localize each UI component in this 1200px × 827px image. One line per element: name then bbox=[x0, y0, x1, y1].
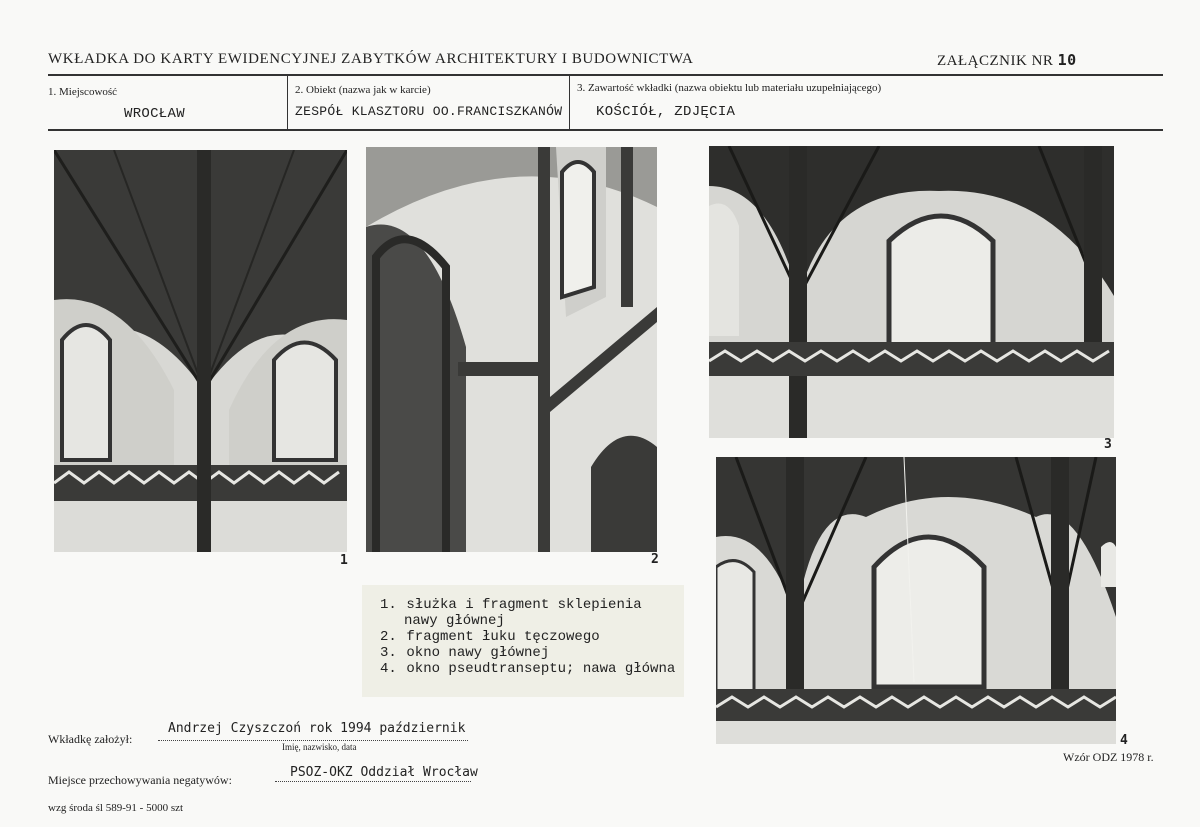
caption-item-continued: nawy głównej bbox=[404, 613, 505, 629]
photo-1 bbox=[54, 150, 347, 552]
photo-1-number: 1 bbox=[340, 553, 348, 568]
storage-value: PSOZ-OKZ Oddział Wrocław bbox=[290, 765, 478, 780]
form-model-note: Wzór ODZ 1978 r. bbox=[1063, 750, 1154, 764]
object-label: 2. Obiekt (nazwa jak w karcie) bbox=[295, 84, 431, 96]
author-label: Wkładkę założył: bbox=[48, 732, 133, 746]
photo-4 bbox=[716, 457, 1116, 744]
photo-captions bbox=[362, 585, 684, 697]
form-title: WKŁADKA DO KARTY EWIDENCYJNEJ ZABYTKÓW ARCHITEKTURY I BUDOWNICTWA bbox=[48, 51, 694, 67]
content-label: 3. Zawartość wkładki (nazwa obiektu lub materiału uzupełniającego) bbox=[577, 82, 882, 94]
place-label: 1. Miejscowość bbox=[48, 86, 118, 98]
caption-item: 1. służka i fragment sklepienia bbox=[380, 597, 642, 613]
photo-2 bbox=[366, 147, 657, 552]
storage-dotted-line bbox=[275, 781, 471, 782]
field-divider-2 bbox=[569, 76, 570, 129]
photo-3 bbox=[709, 146, 1114, 438]
photo-3-number: 3 bbox=[1104, 437, 1112, 452]
header-rule-bottom bbox=[48, 129, 1163, 131]
photo-2-number: 2 bbox=[651, 552, 659, 567]
author-dotted-line bbox=[158, 740, 468, 741]
place-value: WROCŁAW bbox=[124, 106, 185, 122]
caption-item: 3. okno nawy głównej bbox=[380, 645, 550, 661]
author-sublabel: Imię, nazwisko, data bbox=[282, 742, 357, 752]
author-value: Andrzej Czyszczoń rok 1994 październik bbox=[168, 721, 466, 736]
object-value: ZESPÓŁ KLASZTORU OO.FRANCISZKANÓW bbox=[295, 104, 563, 119]
photo-4-number: 4 bbox=[1120, 733, 1128, 748]
caption-item: 4. okno pseudtranseptu; nawa główna bbox=[380, 661, 676, 677]
annex-number bbox=[937, 51, 1077, 70]
header-rule-top bbox=[48, 74, 1163, 76]
content-value: KOŚCIÓŁ, ZDJĘCIA bbox=[596, 104, 736, 120]
caption-item: 2. fragment łuku tęczowego bbox=[380, 629, 600, 645]
annex-number-value: 10 bbox=[1057, 51, 1077, 69]
print-note: wzg środa śl 589-91 - 5000 szt bbox=[48, 802, 184, 814]
field-divider-1 bbox=[287, 76, 288, 129]
storage-label: Miejsce przechowywania negatywów: bbox=[48, 773, 232, 787]
annex-label: ZAŁĄCZNIK NR bbox=[937, 53, 1054, 69]
